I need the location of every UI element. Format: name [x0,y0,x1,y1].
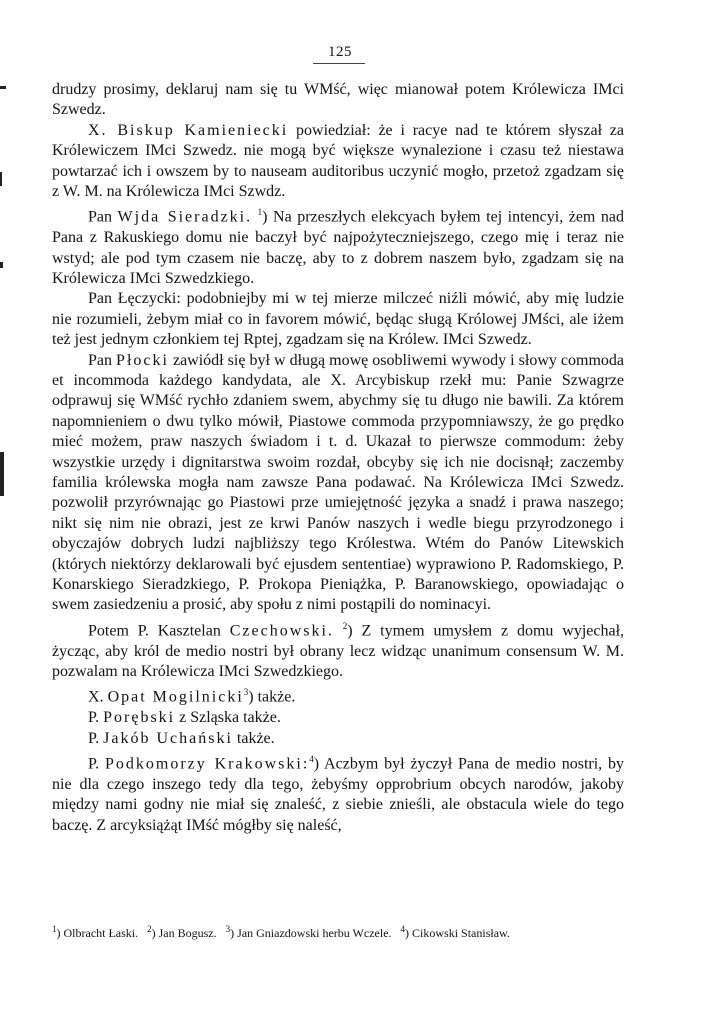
paragraph-text: ) także. [248,688,296,706]
paragraph [52,202,624,289]
speaker-name: Czechowski. [229,622,334,640]
paragraph-text: drudzy prosimy, deklaruj nam się tu WMść, więc mianował potem Królewicza IMci Szwedz. [52,81,624,119]
speaker-prefix: Potem P. Kasztelan [88,622,230,640]
left-margin-mark [0,86,6,89]
footnote-ref: 4 [309,753,314,764]
paragraph [52,682,624,708]
paragraph-text: także. [232,729,275,747]
left-margin-mark [0,172,2,186]
footnote-text: ) Cikowski Stanisław. [405,926,510,940]
speaker-prefix: Pan [88,351,117,369]
paragraph [52,708,624,728]
speaker-prefix: P. [88,729,104,747]
speaker-prefix: P. [88,709,104,727]
paragraph-text: powiedział: że i racye nad te którem słyszał za Królewiczem IMci Szwedz. nie mogą być większe wynalezione i czasu też niestawa powtarzać ich i owszem by to nauseam auditoribus uczynić mogło, przetoż zgadzam się z W. M. na Królewicza IMci Szwdz. [52,121,625,201]
speaker-name: Wjda Sieradzki. [117,208,253,226]
paragraph-text: ) Z tymem umysłem z domu wyjechał, życząc, aby król de medio nostri był obrany lecz widząc unanimum consensum W. M. pozwalam na Królewicza IMci Szwedzkiego. [52,622,625,681]
footnote-mark: 4 [400,924,406,934]
speaker-name: X. Biskup Kamieniecki [88,121,289,139]
footnote-mark: 1 [52,924,57,934]
speaker-name: Podkomorzy Krakowski: [104,755,310,773]
paragraph [52,351,624,616]
speaker-prefix: X. [88,688,108,706]
speaker-name: Opat Mogilnicki [107,688,244,706]
footnote-mark: 3 [225,924,231,934]
footnote [147,926,217,940]
paragraph-text: ) Aczbym był życzył Pana de medio nostri, by nie dla czego inszego tedy dla tego, żebyśmy opprobrium obcych narodów, jakoby między nami godny nie miał się znaleść, z siebie znieśli, ale obstacula wiele do tego baczę. Z arcyksiążąt IMść mógłby się naleść, [52,755,625,834]
footnote-text: ) Jan Gniazdowski herbu Wczele. [230,926,392,940]
paragraph-text: z Szląska także. [175,709,281,727]
speaker-prefix: Pan [88,208,118,226]
paragraph [52,80,624,121]
footnote-mark: 2 [147,924,152,934]
paragraph-text: zawiódł się był w długą mowę osobliwemi wywody i słowy commoda et incommoda każdego kandydata, ale X. Arcybiskup rzekł mu: Panie Szwagrze odprawuj się WMść rychło zdaniem swem, abychmy się tu długo nie bawili. Za którem napomnieniem o dwu tylko mówił, Piastowe commoda przypomniawszy, że go prędko mieć możem, praw naszych świadom i t. d. Ukazał to pierwsze commodum: żeby wszystkie urzędy i dignitarstwa swoim rozdał, obcyby się ich nie docisnął; zaczemby familia królewska mogła nam zawsze Pana podawać. Na Królewicza IMci Szwedz. pozwolił przyrównając go Piastowi prze umiejętność języka a snadź i prawa naszego; nikt się nim nie obrazi, jest ze krwi Panów naszych i wedle biegu przyrodzonego i obyczajów dobrych ludzi najbliższy tego Królestwa. Wtém do Panów Litewskich (których niektórzy deklarowali być ejusdem sententiae) wyprawiono P. Radomskiego, P. Konarskiego Sieradzkiego, P. Prokopa Pieniążka, P. Baranowskiego, opowiadając o swem zasiedzeniu a prosić, aby społu z nimi postąpili do nominacyi. [52,351,625,614]
paragraph-text: ) Na przeszłych elekcyach byłem tej intencyi, żem nad Pana z Rakuskiego domu nie baczył być najpożyteczniejszego, czego mię i teraz nie wstyd; ale pod tym czasem nie baczę, aby to z dobrem naszem było, zgadzam się na Królewicza IMci Szwedzkiego. [52,208,625,287]
footnote-ref: 3 [243,687,249,698]
left-margin-mark [0,452,4,496]
footnote-ref: 1 [257,207,263,218]
speaker-name: Jakób Uchański [103,729,233,747]
footnote [52,926,138,940]
paragraph [52,749,624,836]
footnote-text: ) Jan Bogusz. [151,926,217,940]
footnote-ref: 2 [342,620,348,631]
speaker-name: Płocki [116,351,169,369]
speaker-name: Porębski [103,709,176,727]
left-margin-mark [0,262,3,268]
paragraph [52,616,624,683]
page-number: 125 [328,44,352,60]
paragraph [52,729,624,749]
footnote [226,926,392,940]
paragraph-text: Pan Łęczycki: podobniejby mi w tej mierze milczeć niźli mówić, aby mię ludzie nie rozumieli, żebym miał co in favorem mówić, będąc sługą Królowej JMści, ale iżem też jest jednym członkiem tej Rptej, zgadzam się na Królew. IMci Szwedz. [52,290,624,349]
footnote [401,926,510,940]
paragraph [52,289,624,350]
body-text [52,80,624,836]
speaker-prefix: P. [88,755,105,773]
paragraph [52,121,624,203]
page-number-rule [313,63,365,64]
footnotes [52,920,618,942]
footnote-text: ) Olbracht Łaski. [56,926,139,940]
